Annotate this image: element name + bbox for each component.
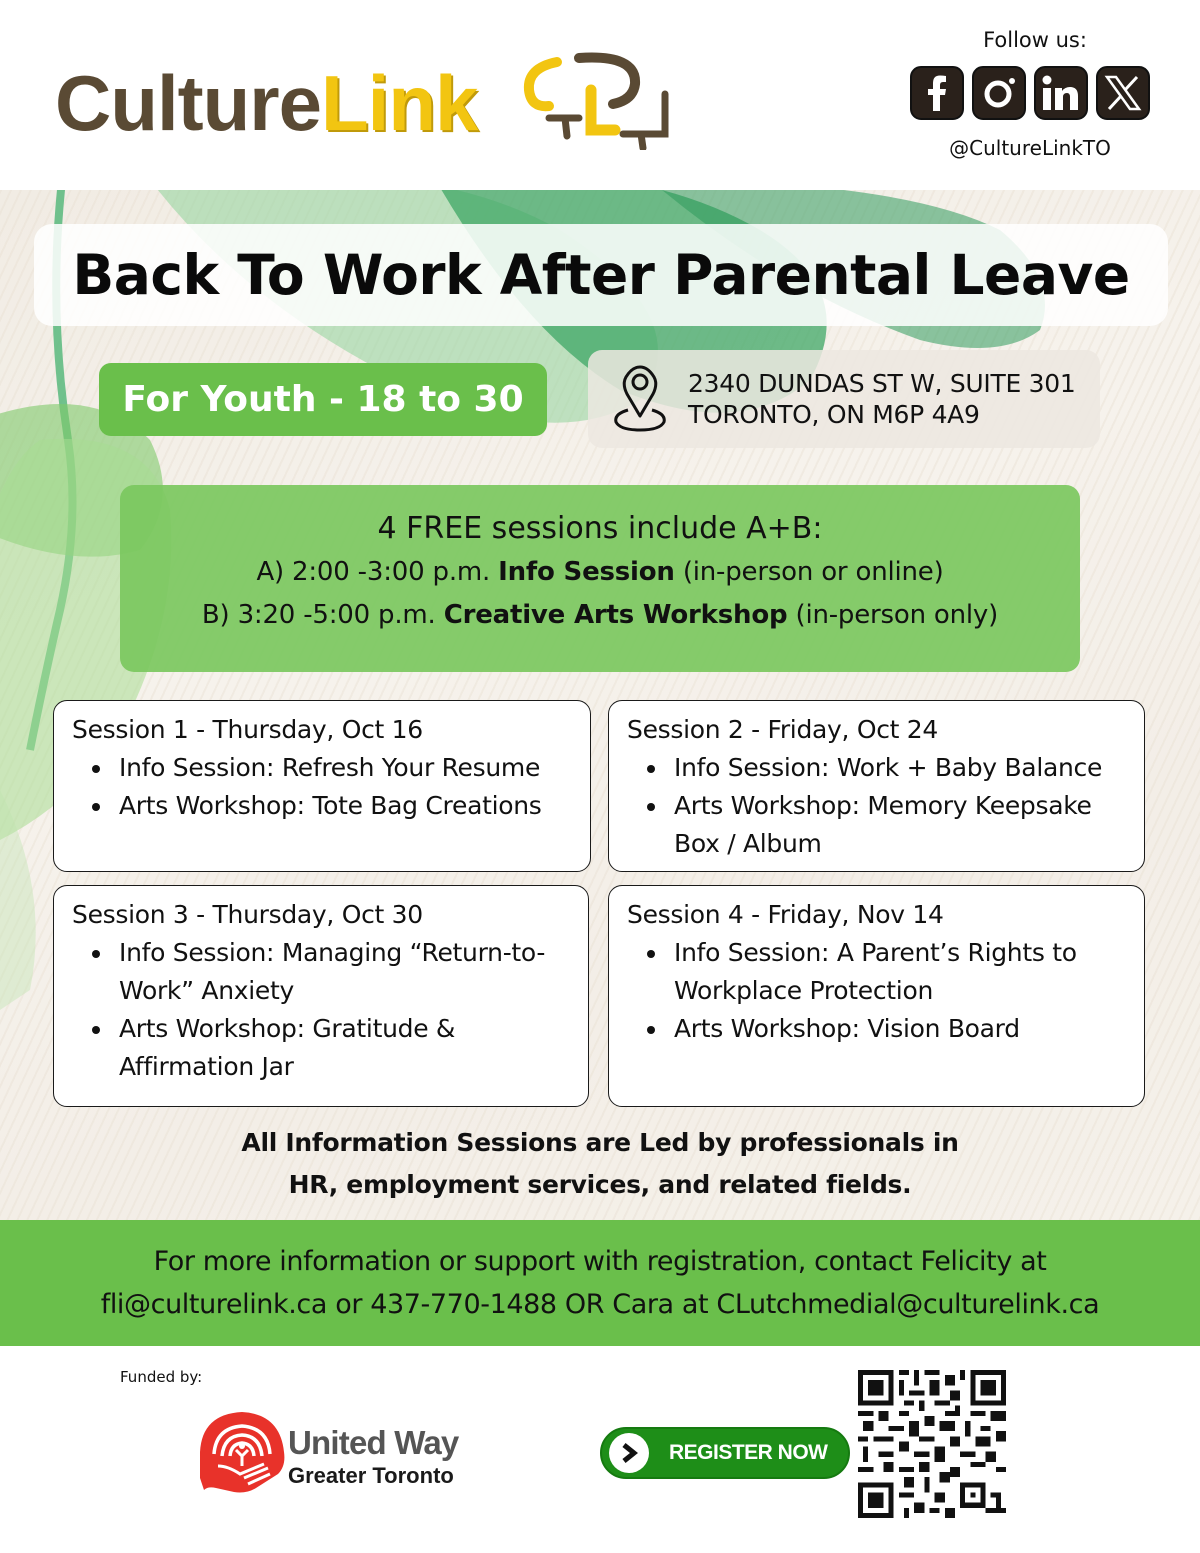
qr-code-icon[interactable] <box>858 1370 1006 1518</box>
audience-badge <box>99 363 547 436</box>
contact-bar <box>0 1220 1200 1346</box>
free-sessions-box <box>120 485 1080 672</box>
header <box>0 0 1200 190</box>
session-title: Session 3 - Thursday, Oct 30 <box>72 900 423 929</box>
session-card-3 <box>53 885 589 1107</box>
funder-name: United Way <box>288 1424 459 1461</box>
session-card-2 <box>608 700 1145 872</box>
led-by-line-2: HR, employment services, and related fields. <box>288 1170 912 1199</box>
bullet-icon <box>647 950 655 958</box>
led-by-note <box>0 1122 1200 1206</box>
free-sessions-heading: 4 FREE sessions include A+B: <box>377 511 823 546</box>
contact-line-2: fli@culturelink.ca or 437-770-1488 OR Cara at CLutchmedial@culturelink.ca <box>100 1289 1100 1320</box>
follow-us-label: Follow us: <box>983 28 1087 52</box>
logo-text-link: Link <box>321 59 478 147</box>
list-item: Arts Workshop: Gratitude & Affirmation Jar <box>72 1010 570 1086</box>
culturelink-logo <box>55 58 477 158</box>
facebook-icon[interactable] <box>910 66 964 120</box>
location-pin-icon <box>610 364 670 434</box>
session-part-a: A) 2:00 -3:00 p.m. Info Session (in-person or online) <box>256 557 944 587</box>
page-title: Back To Work After Parental Leave <box>72 243 1130 307</box>
session-items <box>627 934 1126 1048</box>
linkedin-icon[interactable] <box>1034 66 1088 120</box>
bullet-icon <box>647 1026 655 1034</box>
social-links <box>900 66 1160 120</box>
logo-text-culture: Culture <box>55 59 321 147</box>
session-title: Session 2 - Friday, Oct 24 <box>627 715 938 744</box>
footer <box>0 1346 1200 1553</box>
list-item: Info Session: Managing “Return-to-Work” Anxiety <box>72 934 570 1010</box>
social-handle: @CultureLinkTO <box>949 136 1111 160</box>
chevron-right-icon <box>609 1433 649 1473</box>
address <box>688 368 1075 430</box>
session-title: Session 1 - Thursday, Oct 16 <box>72 715 423 744</box>
session-card-4 <box>608 885 1145 1107</box>
hero-section <box>0 190 1200 1220</box>
bullet-icon <box>92 803 100 811</box>
list-item: Info Session: A Parent’s Rights to Workplace Protection <box>627 934 1126 1010</box>
list-item: Arts Workshop: Tote Bag Creations <box>72 787 572 825</box>
list-item: Info Session: Refresh Your Resume <box>72 749 572 787</box>
session-items <box>72 749 572 825</box>
x-icon[interactable] <box>1096 66 1150 120</box>
list-item: Info Session: Work + Baby Balance <box>627 749 1126 787</box>
address-line-1: 2340 DUNDAS ST W, SUITE 301 <box>688 369 1076 398</box>
register-now-label: REGISTER NOW <box>669 1441 828 1464</box>
bullet-icon <box>647 803 655 811</box>
session-items <box>627 749 1126 863</box>
session-card-1 <box>53 700 591 872</box>
funder-subtitle: Greater Toronto <box>288 1463 454 1488</box>
address-line-2: TORONTO, ON M6P 4A9 <box>688 400 980 429</box>
follow-us <box>900 28 1160 160</box>
led-by-line-1: All Information Sessions are Led by professionals in <box>241 1128 959 1157</box>
list-item: Arts Workshop: Memory Keepsake Box / Album <box>627 787 1126 863</box>
info-session-label: Info Session <box>498 557 675 587</box>
culturelink-logo-mark-icon <box>517 50 687 150</box>
instagram-icon[interactable] <box>972 66 1026 120</box>
bullet-icon <box>92 765 100 773</box>
contact-line-1: For more information or support with registration, contact Felicity at <box>153 1246 1047 1277</box>
audience-text: For Youth - 18 to 30 <box>122 379 524 420</box>
session-title: Session 4 - Friday, Nov 14 <box>627 900 944 929</box>
list-item: Arts Workshop: Vision Board <box>627 1010 1126 1048</box>
funded-by-label: Funded by: <box>120 1368 203 1386</box>
bullet-icon <box>647 765 655 773</box>
session-part-b: B) 3:20 -5:00 p.m. Creative Arts Workshop (in-person only) <box>201 600 999 630</box>
bullet-icon <box>92 1026 100 1034</box>
bullet-icon <box>92 950 100 958</box>
register-now-button[interactable] <box>600 1427 850 1479</box>
session-items <box>72 934 570 1086</box>
united-way-logo-icon <box>194 1408 294 1498</box>
arts-workshop-label: Creative Arts Workshop <box>443 600 788 630</box>
address-box <box>588 350 1100 448</box>
title-banner <box>34 224 1168 326</box>
